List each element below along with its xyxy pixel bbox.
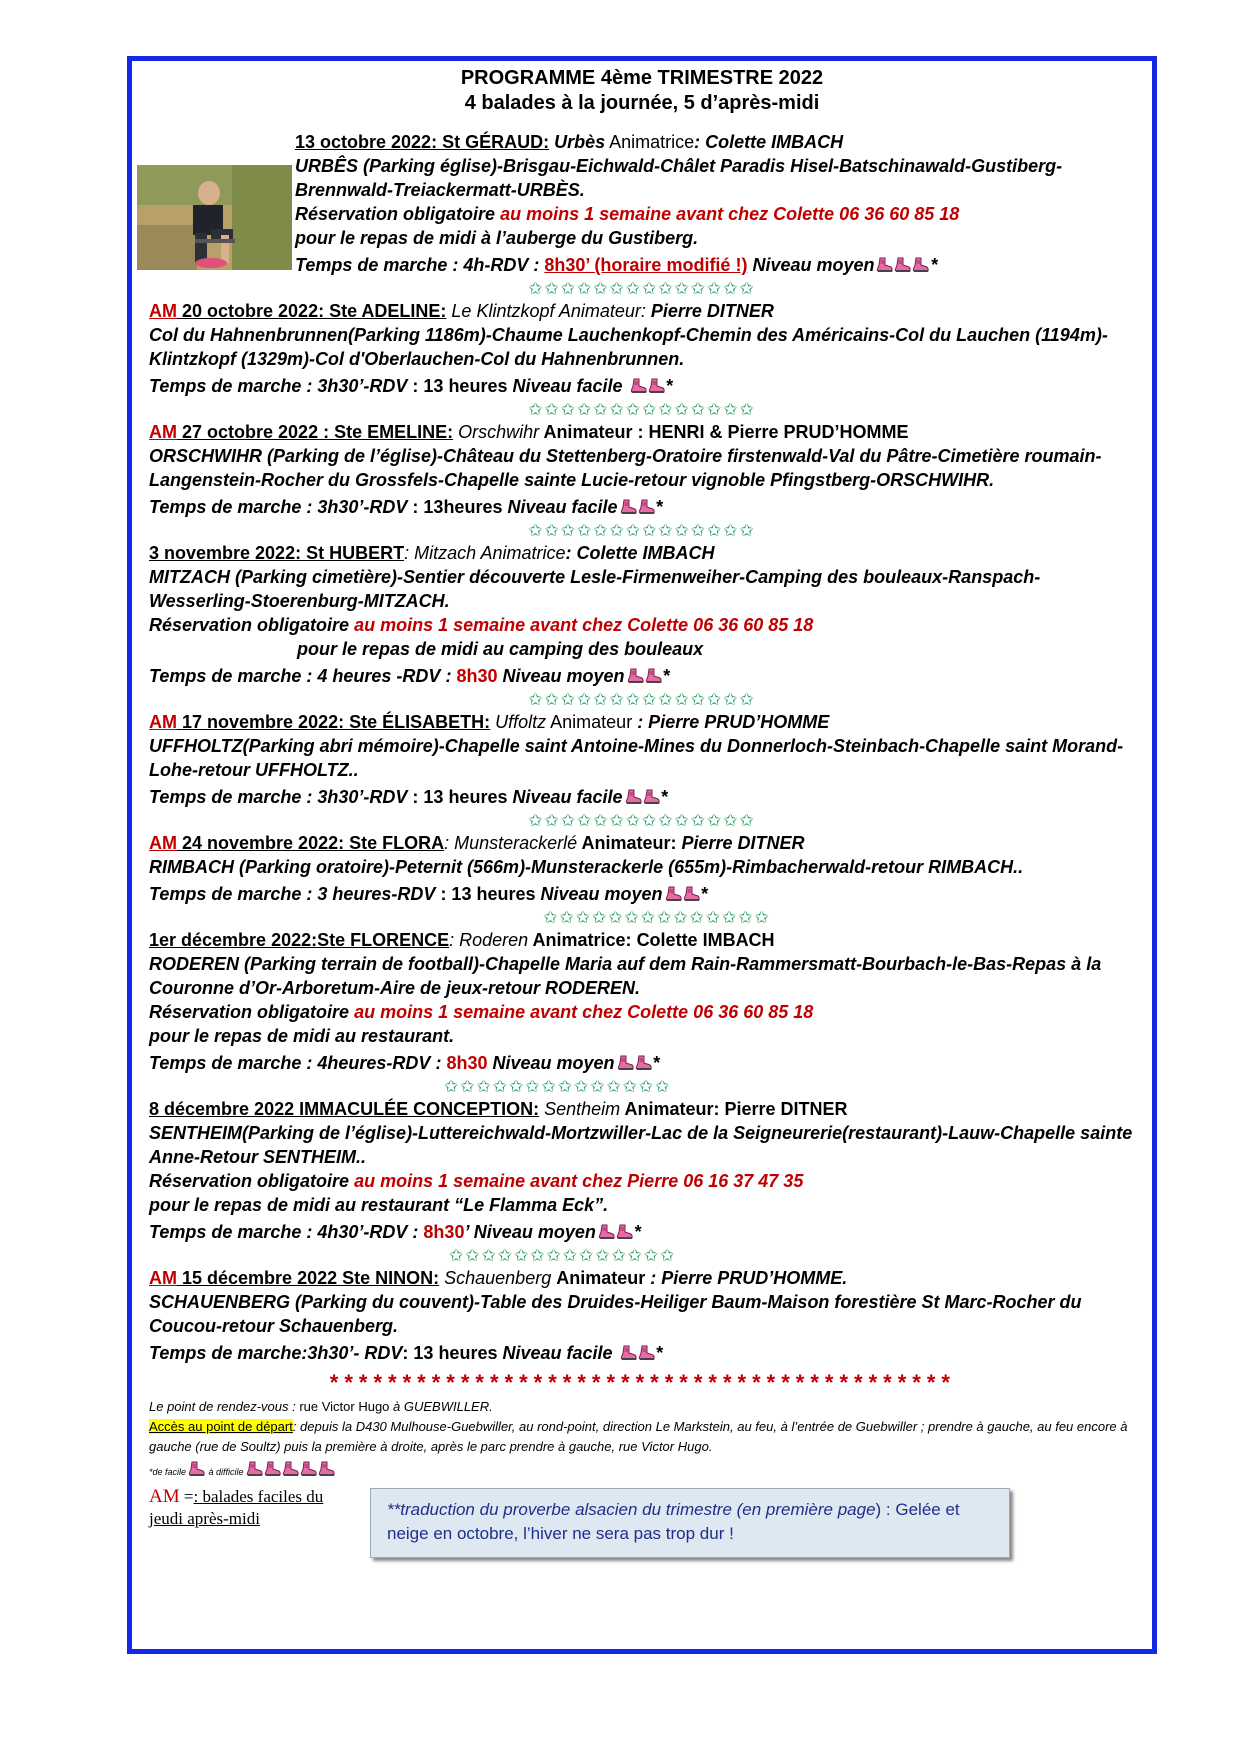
reservation-detail: au moins 1 semaine avant chez Colette 06 36 60 85 18 bbox=[349, 615, 814, 635]
am-tag: AM bbox=[149, 833, 177, 853]
animator-label: Animateur bbox=[556, 1268, 646, 1288]
boots-icon bbox=[627, 666, 663, 690]
am-tag: AM bbox=[149, 422, 177, 442]
walk-time: : 13 heures bbox=[407, 376, 508, 396]
animator-label: Animatrice: bbox=[528, 930, 637, 950]
animator-name: : Pierre PRUD’HOMME bbox=[632, 712, 830, 732]
animator-name: Pierre DITNER bbox=[650, 301, 774, 321]
animator-label: Animatrice bbox=[605, 132, 695, 152]
animator-name: Pierre DITNER bbox=[681, 833, 805, 853]
scale-easy: *de facile bbox=[149, 1467, 187, 1477]
event-6: AM 24 novembre 2022: Ste FLORA: Munsterackerlé Animateur: Pierre DITNER RIMBACH (Parking oratoire)-Peternit (566m)-Munsterackerle (655m)-Rimbacherwald-retour RIMBACH.. Temps de marche : 3 heures-RDV : 13 heures Niveau moyen * bbox=[149, 831, 1135, 908]
meeting-point bbox=[149, 1397, 1135, 1417]
event-route: SCHAUENBERG (Parking du couvent)-Table des Druides-Heiliger Baum-Maison forestière St Marc-Rocher du Coucou-retour Schauenberg. bbox=[149, 1292, 1082, 1336]
walk-time: : 13heures bbox=[407, 497, 503, 517]
boots-icon bbox=[876, 255, 930, 279]
event-date: 15 décembre 2022 Ste NINON: bbox=[177, 1268, 440, 1288]
walk-label: Temps de marche : 4h-RDV : bbox=[295, 255, 545, 275]
walk-time: 8h30’ (horaire modifié !) bbox=[544, 255, 748, 275]
access-info bbox=[149, 1417, 1135, 1457]
walk-time: 8h30 bbox=[456, 666, 498, 686]
am-legend-eq: = bbox=[179, 1487, 194, 1506]
level: Niveau facile bbox=[502, 497, 618, 517]
proverb-box bbox=[370, 1488, 1010, 1558]
walk-label: Temps de marche : 4 heures -RDV bbox=[149, 666, 441, 686]
event-date: 8 décembre 2022 IMMACULÉE CONCEPTION: bbox=[149, 1099, 540, 1119]
event-1: 13 octobre 2022: St GÉRAUD: Urbès Animatrice: Colette IMBACH URBÊS (Parking église)-Brisgau-Eichwald-Châlet Paradis Hisel-Batschinawald-Gustiberg-Brennwald-Treiackermatt-URBÈS. Réservation obligatoire au moins 1 semaine avant chez Colette 06 36 60 85 18 pour le repas de midi à l’auberge du Gustiberg. Temps de marche : 4h-RDV : 8h30’ (horaire modifié !) Niveau moyen * bbox=[149, 130, 1135, 279]
boots-icon bbox=[598, 1222, 634, 1246]
asterisk-divider: ******************************************* bbox=[328, 1370, 956, 1395]
reservation-detail: au moins 1 semaine avant chez Colette 06 36 60 85 18 bbox=[349, 1002, 814, 1022]
walk-label: Temps de marche : 3h30’-RDV bbox=[149, 376, 408, 396]
event-3: AM 27 octobre 2022 : Ste EMELINE: Orschwihr Animateur : HENRI & Pierre PRUD’HOMME ORSCHWIHR (Parking de l’église)-Château du Stettenberg-Oratoire firstenwald-Val du Pâtre-Cimetière roumain-Langenstein-Rocher du Grossfels-Chapelle sainte Lucie-retour vignoble Pfingstberg-ORSCHWIHR. Temps de marche : 3h30’-RDV : 13heures Niveau facile * bbox=[149, 420, 1135, 521]
event-saint: : Ste ÉLISABETH: bbox=[338, 712, 491, 732]
event-5: AM 17 novembre 2022: Ste ÉLISABETH: Uffoltz Animateur : Pierre PRUD’HOMME UFFHOLTZ(Parking abri mémoire)-Chapelle saint Antoine-Mines du Donnerloch-Steinbach-Chapelle saint Morand-Lohe-retour UFFHOLTZ.. Temps de marche : 3h30’-RDV : 13 heures Niveau facile * bbox=[149, 710, 1135, 811]
walk-label: Temps de marche : 3h30’-RDV bbox=[149, 497, 408, 517]
star-divider: ✩✩✩✩✩✩✩✩✩✩✩✩✩✩ bbox=[543, 908, 771, 927]
event-date: 13 octobre 2022: St GÉRAUD: bbox=[295, 132, 550, 152]
animator-name: Colette IMBACH bbox=[636, 930, 775, 950]
walk-time: : 13 heures bbox=[402, 1343, 498, 1363]
difficulty-scale bbox=[149, 1461, 1135, 1484]
star-divider: ✩✩✩✩✩✩✩✩✩✩✩✩✩✩ bbox=[444, 1077, 672, 1096]
am-tag: AM bbox=[149, 301, 177, 321]
level: Niveau moyen bbox=[487, 1053, 615, 1073]
event-route: UFFHOLTZ(Parking abri mémoire)-Chapelle saint Antoine-Mines du Donnerloch-Steinbach-Chapelle saint Morand-Lohe-retour UFFHOLTZ.. bbox=[149, 736, 1124, 780]
event-route: RODEREN (Parking terrain de football)-Chapelle Maria auf dem Rain-Rammersmatt-Bourbach-le-Bas-Repas à la Couronne d’Or-Arboretum-Aire de jeux-retour RODEREN. bbox=[149, 954, 1102, 998]
boots-icon bbox=[630, 376, 666, 400]
reservation-label: Réservation obligatoire bbox=[149, 615, 350, 635]
level: Niveau facile bbox=[507, 376, 628, 396]
event-route: MITZACH (Parking cimetière)-Sentier découverte Lesle-Firmenweiher-Camping des bouleaux-Ranspach-Wesserling-Stoerenburg-MITZACH. bbox=[149, 567, 1041, 611]
event-2: AM 20 octobre 2022: Ste ADELINE: Le Klintzkopf Animateur: Pierre DITNER Col du Hahnenbrunnen(Parking 1186m)-Chaume Lauchenkopf-Chemin des Américains-Col du Lauchen (1194m)-Klintzkopf (1329m)-Col d'Oberlauchen-Col du Hahnenbrunnen. Temps de marche : 3h30’-RDV : 13 heures Niveau facile * bbox=[149, 299, 1135, 400]
walk-label: Temps de marche : 3 heures-RDV bbox=[149, 884, 436, 904]
event-route: URBÊS (Parking église)-Brisgau-Eichwald-Châlet Paradis Hisel-Batschinawald-Gustiberg-Brennwald-Treiackermatt-URBÈS. bbox=[295, 156, 1063, 200]
access-label: Accès au point de départ bbox=[149, 1419, 293, 1434]
am-tag: AM bbox=[149, 712, 177, 732]
boots-icon bbox=[617, 1053, 653, 1077]
reservation-detail: au moins 1 semaine avant chez Colette 06 36 60 85 18 bbox=[495, 204, 960, 224]
boots-icon bbox=[246, 1461, 336, 1484]
star-divider: ✩✩✩✩✩✩✩✩✩✩✩✩✩✩ bbox=[528, 690, 756, 709]
proverb-intro: **traduction du proverbe alsacien du trimestre (en première page bbox=[387, 1500, 876, 1519]
walk-time: : 13 heures bbox=[407, 787, 508, 807]
event-place: Le Klintzkopf bbox=[446, 301, 555, 321]
event-9: AM 15 décembre 2022 Ste NINON: Schauenberg Animateur : Pierre PRUD’HOMME. SCHAUENBERG (Parking du couvent)-Table des Druides-Heiliger Baum-Maison forestière St Marc-Rocher du Coucou-retour Schauenberg. Temps de marche:3h30’- RDV: 13 heures Niveau facile * bbox=[149, 1266, 1135, 1367]
animator-label: Animateur: bbox=[577, 833, 682, 853]
level: Niveau moyen bbox=[468, 1222, 596, 1242]
walk-time-suffix: ’ bbox=[464, 1222, 469, 1242]
event-8: 8 décembre 2022 IMMACULÉE CONCEPTION: Sentheim Animateur: Pierre DITNER SENTHEIM(Parking de l’église)-Luttereichwald-Mortzwiller-Lac de la Seigneurerie(restaurant)-Lauw-Chapelle sainte Anne-Retour SENTHEIM.. Réservation obligatoire au moins 1 semaine avant chez Pierre 06 16 37 47 35 pour le repas de midi au restaurant “Le Flamma Eck”. Temps de marche : 4h30’-RDV : 8h30’ Niveau moyen * bbox=[149, 1097, 1135, 1246]
walk-label: Temps de marche : 4h30’-RDV bbox=[149, 1222, 408, 1242]
animator-name: : Colette IMBACH bbox=[694, 132, 844, 152]
animator-name: : HENRI & Pierre PRUD’HOMME bbox=[632, 422, 909, 442]
meeting-city: à GUEBWILLER. bbox=[393, 1399, 493, 1414]
meeting-place: rue Victor Hugo bbox=[299, 1399, 394, 1414]
meeting-label: Le point de rendez-vous : bbox=[149, 1399, 300, 1414]
event-route: Col du Hahnenbrunnen(Parking 1186m)-Chaume Lauchenkopf-Chemin des Américains-Col du Lauchen (1194m)-Klintzkopf (1329m)-Col d'Oberlauchen-Col du Hahnenbrunnen. bbox=[149, 325, 1108, 369]
event-date: 27 octobre 2022 : Ste EMELINE: bbox=[177, 422, 454, 442]
animator-label: Animateur: bbox=[554, 301, 651, 321]
am-legend-tag: AM bbox=[149, 1486, 180, 1507]
walk-time: : 13 heures bbox=[435, 884, 541, 904]
animator-label: Animateur: bbox=[620, 1099, 725, 1119]
event-4: 3 novembre 2022: St HUBERT: Mitzach Animatrice: Colette IMBACH MITZACH (Parking cimetière)-Sentier découverte Lesle-Firmenweiher-Camping des bouleaux-Ranspach-Wesserling-Stoerenburg-MITZACH. Réservation obligatoire au moins 1 semaine avant chez Colette 06 36 60 85 18 pour le repas de midi au camping des bouleaux Temps de marche : 4 heures -RDV : 8h30 Niveau moyen * bbox=[149, 541, 1135, 690]
event-place: Urbès bbox=[549, 132, 606, 152]
star-divider: ✩✩✩✩✩✩✩✩✩✩✩✩✩✩ bbox=[528, 811, 756, 830]
level: Niveau facile bbox=[497, 1343, 618, 1363]
am-tag: AM bbox=[149, 1268, 177, 1288]
page-title bbox=[149, 66, 1135, 116]
event-saint: : Ste FLORA bbox=[338, 833, 445, 853]
animator-name: : Pierre PRUD’HOMME. bbox=[645, 1268, 848, 1288]
event-place: Sentheim bbox=[539, 1099, 621, 1119]
animator-name: : Colette IMBACH bbox=[565, 543, 715, 563]
scale-hard: à difficile bbox=[206, 1467, 244, 1477]
title-line-1: PROGRAMME 4ème TRIMESTRE 2022 bbox=[460, 67, 824, 89]
event-meal: pour le repas de midi au restaurant. bbox=[149, 1026, 455, 1046]
event-place: : Mitzach bbox=[404, 543, 477, 563]
star-divider: ✩✩✩✩✩✩✩✩✩✩✩✩✩✩ bbox=[449, 1246, 677, 1265]
event-date: 1er décembre 2022:Ste FLORENCE bbox=[149, 930, 450, 950]
event-date: 17 novembre 2022 bbox=[177, 712, 339, 732]
event-date: 3 novembre 2022: St HUBERT bbox=[149, 543, 405, 563]
boots-icon bbox=[625, 787, 661, 811]
walk-label: Temps de marche:3h30’- RDV bbox=[149, 1343, 403, 1363]
title-line-2: 4 balades à la journée, 5 d’après-midi bbox=[464, 92, 820, 114]
event-route: RIMBACH (Parking oratoire)-Peternit (566m)-Munsterackerle (655m)-Rimbacherwald-retour RIMBACH.. bbox=[149, 857, 1024, 877]
star-divider: ✩✩✩✩✩✩✩✩✩✩✩✩✩✩ bbox=[528, 400, 756, 419]
am-legend-line1: : balades faciles du bbox=[193, 1487, 324, 1506]
event-route: SENTHEIM(Parking de l’église)-Luttereichwald-Mortzwiller-Lac de la Seigneurerie(restaurant)-Lauw-Chapelle sainte Anne-Retour SENTHEIM.. bbox=[149, 1123, 1133, 1167]
boots-icon bbox=[620, 1343, 656, 1367]
walk-label: Temps de marche : 3h30’-RDV bbox=[149, 787, 408, 807]
am-legend-line2: jeudi après-midi bbox=[149, 1509, 260, 1528]
event-place: Schauenberg bbox=[439, 1268, 557, 1288]
reservation-label: Réservation obligatoire bbox=[149, 1002, 350, 1022]
reservation-detail: au moins 1 semaine avant chez Pierre 06 16 37 47 35 bbox=[349, 1171, 804, 1191]
boots-icon bbox=[620, 497, 656, 521]
event-place: : Munsterackerlé bbox=[444, 833, 578, 853]
level: Niveau moyen bbox=[747, 255, 875, 275]
event-meal: pour le repas de midi au restaurant “Le Flamma Eck”. bbox=[149, 1195, 609, 1215]
animator-label: Animatrice bbox=[476, 543, 566, 563]
event-7: 1er décembre 2022:Ste FLORENCE: Roderen Animatrice: Colette IMBACH RODEREN (Parking terrain de football)-Chapelle Maria auf dem Rain-Rammersmatt-Bourbach-le-Bas-Repas à la Couronne d’Or-Arboretum-Aire de jeux-retour RODEREN. Réservation obligatoire au moins 1 semaine avant chez Colette 06 36 60 85 18 pour le repas de midi au restaurant. Temps de marche : 4heures-RDV : 8h30 Niveau moyen * bbox=[149, 928, 1135, 1077]
star-divider: ✩✩✩✩✩✩✩✩✩✩✩✩✩✩ bbox=[528, 279, 756, 298]
reservation-label: Réservation obligatoire bbox=[295, 204, 496, 224]
event-place: Orschwihr bbox=[453, 422, 540, 442]
level: Niveau facile bbox=[507, 787, 623, 807]
star-divider: ✩✩✩✩✩✩✩✩✩✩✩✩✩✩ bbox=[528, 521, 756, 540]
animator-label: Animateur bbox=[546, 712, 633, 732]
event-meal: pour le repas de midi au camping des bouleaux bbox=[297, 639, 704, 659]
access-text: : depuis la D430 Mulhouse-Guebwiller, au rond-point, direction Le Markstein, au feu, à l’entrée de Guebwiller ; prendre à gauche, au feu encore à gauche (rue de Soultz) puis la première à droite, après le parc prendre à gauche, rue Victor Hugo. bbox=[149, 1419, 1128, 1454]
walk-label: Temps de marche : 4heures-RDV bbox=[149, 1053, 431, 1073]
level: Niveau moyen bbox=[497, 666, 625, 686]
event-route: ORSCHWIHR (Parking de l’église)-Château du Stettenberg-Oratoire firstenwald-Val du Pâtre-Cimetière roumain-Langenstein-Rocher du Grossfels-Chapelle sainte Lucie-retour vignoble Pfingstberg-ORSCHWIHR. bbox=[149, 446, 1102, 490]
boots-icon bbox=[188, 1461, 206, 1484]
animator-name: Pierre DITNER bbox=[724, 1099, 848, 1119]
walk-time: 8h30 bbox=[423, 1222, 465, 1242]
reservation-label: Réservation obligatoire bbox=[149, 1171, 350, 1191]
level: Niveau moyen bbox=[540, 884, 663, 904]
boots-icon bbox=[665, 884, 701, 908]
event-meal: pour le repas de midi à l’auberge du Gustiberg. bbox=[295, 228, 699, 248]
event-date: 24 novembre 2022 bbox=[177, 833, 339, 853]
event-place: : Roderen bbox=[449, 930, 529, 950]
proverb-text: ) : Gelée et neige en octobre, l’hiver ne sera pas trop dur ! bbox=[387, 1500, 960, 1543]
walk-time: 8h30 bbox=[446, 1053, 488, 1073]
event-place: Uffoltz bbox=[490, 712, 547, 732]
animator-label: Animateur bbox=[539, 422, 633, 442]
event-date: 20 octobre 2022: Ste ADELINE: bbox=[177, 301, 447, 321]
